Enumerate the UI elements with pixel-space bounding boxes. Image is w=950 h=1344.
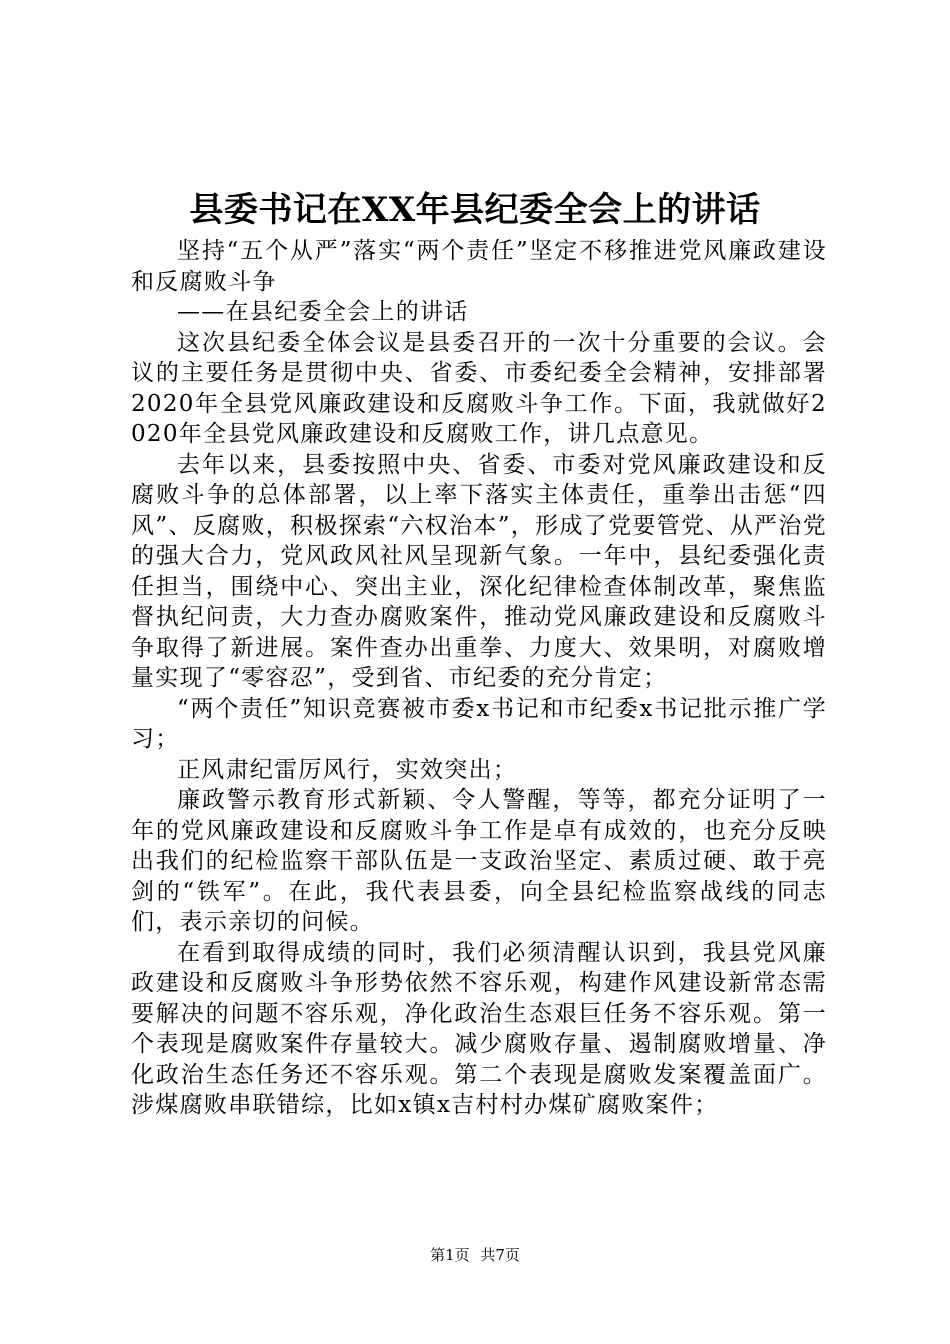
document-body [131, 236, 827, 1121]
subtitle-paragraph: 坚持“五个从严”落实“两个责任”坚定不移推进党风廉政建设和反腐败斗争 [131, 238, 827, 295]
subtitle-byline: ——在县纪委全会上的讲话 [177, 299, 469, 325]
document-title: 县委书记在XX年县纪委全会上的讲话 [189, 190, 761, 230]
body-paragraph: “两个责任”知识竞赛被市委x书记和市纪委x书记批示推广学习； [131, 695, 827, 752]
page-number: 第1页 [430, 1246, 470, 1264]
page-total: 共7页 [480, 1246, 520, 1264]
body-paragraph: 去年以来，县委按照中央、省委、市委对党风廉政建设和反腐败斗争的总体部署，以上率下落实主体责任，重拳出击惩“四风”、反腐败，积极探索“六权治本”，形成了党要管党、从严治党的强大合力，党风政风社风呈现新气象。一年中，县纪委强化责任担当，围绕中心、突出主业，深化纪律检查体制改革，聚焦监督执纪问责，大力查办腐败案件，推动党风廉政建设和反腐败斗争取得了新进展。案件查办出重拳、力度大、效果明，对腐败增量实现了“零容忍”，受到省、市纪委的充分肯定； [131, 451, 827, 691]
body-paragraph: 这次县纪委全体会议是县委召开的一次十分重要的会议。会议的主要任务是贯彻中央、省委、市委纪委全会精神，安排部署2020年全县党风廉政建设和反腐败斗争工作。下面，我就做好2020年全县党风廉政建设和反腐败工作，讲几点意见。 [131, 329, 827, 447]
body-paragraph: 正风肃纪雷厉风行，实效突出； [177, 756, 518, 783]
body-paragraph: 在看到取得成绩的同时，我们必须清醒认识到，我县党风廉政建设和反腐败斗争形势依然不容乐观，构建作风建设新常态需要解决的问题不容乐观，净化政治生态艰巨任务不容乐观。第一个表现是腐败案件存量较大。减少腐败存量、遏制腐败增量、净化政治生态任务还不容乐观。第二个表现是腐败发案覆盖面广。涉煤腐败串联错综，比如x镇x吉村村办煤矿腐败案件； [131, 939, 827, 1118]
page-footer [0, 1245, 950, 1265]
body-paragraph: 廉政警示教育形式新颖、令人警醒，等等，都充分证明了一年的党风廉政建设和反腐败斗争工作是卓有成效的，也充分反映出我们的纪检监察干部队伍是一支政治坚定、素质过硬、敢于亮剑的“铁军”。在此，我代表县委，向全县纪检监察战线的同志们，表示亲切的问候。 [131, 787, 827, 935]
